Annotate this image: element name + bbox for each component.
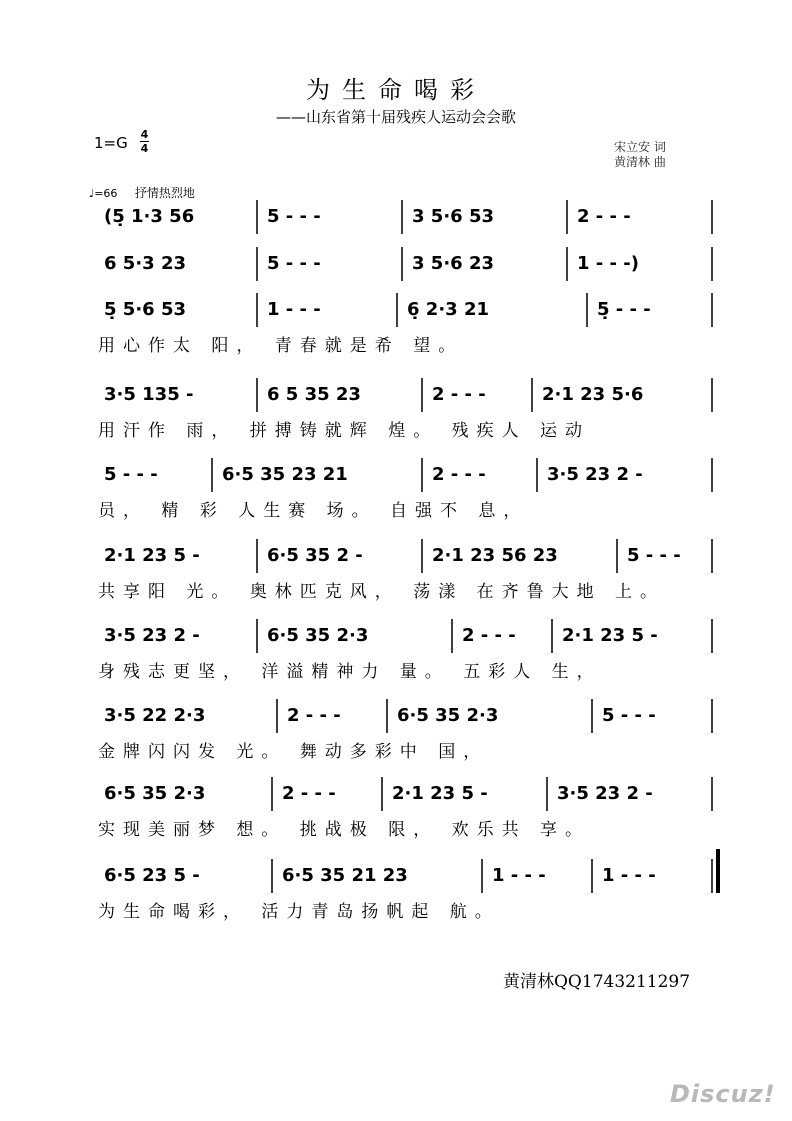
measure: 6 5 35 23 <box>267 384 361 405</box>
measure: 2·1 23 56 23 <box>432 545 558 566</box>
measure: 5 - - - <box>267 253 321 274</box>
time-signature <box>140 129 149 154</box>
measure: 5 - - - <box>104 464 158 485</box>
measure: 3 5·6 53 <box>412 206 494 227</box>
score-system <box>82 697 722 762</box>
lyrics-line: 用心作太 阳， 青春就是希 望。 <box>98 336 464 356</box>
key-signature: 1=G <box>94 134 128 152</box>
expression-mark: 抒情热烈地 <box>134 186 195 200</box>
composer: 黄清林 曲 <box>614 155 666 169</box>
measure: 6·5 35 2 - <box>267 545 363 566</box>
measure: 6·5 35 2·3 <box>267 625 369 646</box>
measure: 2·1 23 5 - <box>104 545 200 566</box>
lyrics-line: 员， 精 彩 人生赛 场。 自强不 息， <box>98 501 529 521</box>
lyricist: 宋立安 词 <box>614 140 666 154</box>
score-system <box>82 857 722 922</box>
measure: 2·1 23 5 - <box>562 625 658 646</box>
notation-line <box>82 697 722 737</box>
measure: 3·5 23 2 - <box>104 625 200 646</box>
measure: 6·5 35 23 21 <box>222 464 348 485</box>
measure: 2 - - - <box>287 705 341 726</box>
signature: 黄清林QQ1743211297 <box>503 972 691 992</box>
measure: 3·5 135 - <box>104 384 194 405</box>
measure: 6·5 23 5 - <box>104 865 200 886</box>
measure: 6 5·3 23 <box>104 253 186 274</box>
tempo-value: ♩=66 <box>89 187 118 200</box>
page-subtitle: ——山东省第十届残疾人运动会会歌 <box>275 108 516 126</box>
discuz-logo: Discuz! <box>670 1080 776 1108</box>
score-system <box>82 456 722 521</box>
score-system <box>82 198 722 238</box>
page-title: 为生命喝彩 <box>306 76 486 104</box>
measure: 1 - - - <box>602 865 656 886</box>
lyrics-line: 用汗作 雨， 拼搏铸就辉 煌。 残疾人 运动 <box>98 421 591 441</box>
measure: 2 - - - <box>432 464 486 485</box>
score-system <box>82 775 722 840</box>
measure: 3·5 22 2·3 <box>104 705 206 726</box>
measure: 5 - - - <box>627 545 681 566</box>
notation-line <box>82 537 722 577</box>
measure: 6·5 35 2·3 <box>104 783 206 804</box>
notation-line <box>82 198 722 238</box>
measure: 2 - - - <box>282 783 336 804</box>
notation-line <box>82 245 722 285</box>
notation-line <box>82 376 722 416</box>
score-system <box>82 245 722 285</box>
score-system <box>82 291 722 356</box>
notation-line <box>82 775 722 815</box>
credits <box>614 140 666 170</box>
lyrics-line: 共享阳 光。 奥林匹克风， 荡漾 在齐鲁大地 上。 <box>98 582 666 602</box>
measure: 5 - - - <box>602 705 656 726</box>
score-system <box>82 537 722 602</box>
measure: 3·5 23 2 - <box>557 783 653 804</box>
notation-line <box>82 857 722 897</box>
measure: 2 - - - <box>432 384 486 405</box>
measure: 1 - - - <box>492 865 546 886</box>
measure: 2·1 23 5 - <box>392 783 488 804</box>
measure: 2·1 23 5·6 <box>542 384 644 405</box>
time-bottom: 4 <box>140 142 149 155</box>
measure: 6·5 35 2·3 <box>397 705 499 726</box>
measure: 2 - - - <box>577 206 631 227</box>
lyrics-line: 金牌闪闪发 光。 舞动多彩中 国， <box>98 742 489 762</box>
measure: 1 - - -) <box>577 253 639 274</box>
measure: 2 - - - <box>462 625 516 646</box>
measure: 6·5 35 21 23 <box>282 865 408 886</box>
notation-line <box>82 617 722 657</box>
lyrics-line: 身残志更坚， 洋溢精神力 量。 五彩人 生， <box>98 662 602 682</box>
measure: 5̣ - - - <box>597 299 651 320</box>
measure: 5̣ 5·6 53 <box>104 299 186 320</box>
lyrics-line: 实现美丽梦 想。 挑战极 限， 欢乐共 享。 <box>98 820 591 840</box>
measure: 1 - - - <box>267 299 321 320</box>
measure: 6̣ 2·3 21 <box>407 299 489 320</box>
measure: 3·5 23 2 - <box>547 464 643 485</box>
measure: (5̣ 1·3 56 <box>104 206 195 227</box>
measure: 3 5·6 23 <box>412 253 494 274</box>
score-system <box>82 376 722 441</box>
notation-line <box>82 456 722 496</box>
time-top: 4 <box>140 128 149 141</box>
lyrics-line: 为生命喝彩， 活力青岛扬帆起 航。 <box>98 902 500 922</box>
measure: 5 - - - <box>267 206 321 227</box>
score-system <box>82 617 722 682</box>
notation-line <box>82 291 722 331</box>
